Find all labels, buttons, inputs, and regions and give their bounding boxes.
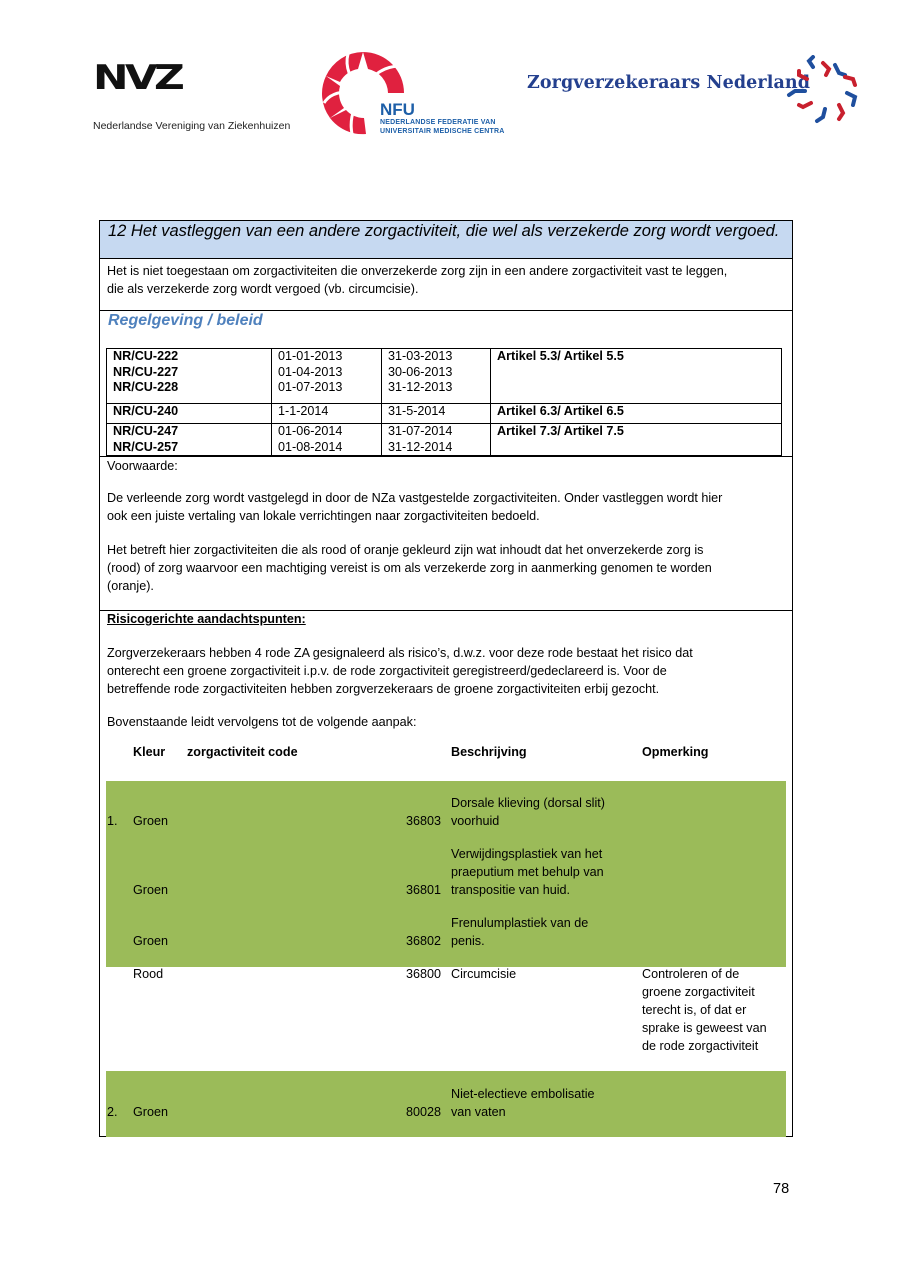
activity-color: Groen <box>133 814 169 828</box>
voorwaarde-paragraph-1: De verleende zorg wordt vastgelegd in door de NZa vastgestelde zorgactiviteiten. Onder vastleggen wordt hier ook een juiste vertaling van lokale verrichtingen naar zorgactiviteiten bedoeld. <box>107 491 723 523</box>
regulation-start-dates: 1-1-2014 <box>272 404 382 424</box>
regelgeving-heading: Regelgeving / beleid <box>108 312 263 329</box>
page-number: 78 <box>773 1181 790 1197</box>
section-title-row <box>100 221 792 259</box>
regulation-start-dates: 01-01-2013 01-04-2013 01-07-2013 <box>272 349 382 404</box>
section-frame <box>99 220 793 1137</box>
activity-remark: Controleren of de groene zorgactiviteit terecht is, of dat er sprake is geweest van de rode zorgactiviteit <box>642 967 767 1053</box>
regulation-codes: NR/CU-240 <box>107 404 272 424</box>
activity-code: 36801 <box>405 883 441 897</box>
risk-section <box>100 611 792 1138</box>
activity-color: Rood <box>133 967 164 981</box>
nvz-logo <box>93 58 313 138</box>
activity-description: Frenulumplastiek van de penis. <box>451 916 589 948</box>
activity-color: Groen <box>133 934 169 948</box>
nfu-logo <box>318 48 518 138</box>
section-title: 12 Het vastleggen van een andere zorgactiviteit, die wel als verzekerde zorg wordt vergoed. <box>108 222 780 240</box>
activity-color: Groen <box>133 1105 169 1119</box>
column-header-kleur: Kleur <box>133 745 166 759</box>
nvz-logo-mark: NVZ <box>93 58 182 98</box>
regulations-table <box>106 348 782 456</box>
nvz-logo-subtitle: Nederlandse Vereniging van Ziekenhuizen <box>93 120 291 132</box>
activity-index: 1. <box>107 814 118 828</box>
regulation-articles: Artikel 7.3/ Artikel 7.5 <box>491 424 782 456</box>
zn-logo-text: Zorgverzekeraars Nederland <box>527 73 811 93</box>
nfu-logo-subtitle <box>380 118 504 136</box>
activity-description: Verwijdingsplastiek van het praeputium met behulp van transpositie van huid. <box>451 847 604 897</box>
activity-color: Groen <box>133 883 169 897</box>
voorwaarde-paragraph-2: Het betreft hier zorgactiviteiten die als rood of oranje gekleurd zijn wat inhoudt dat het onverzekerde zorg is (rood) of zorg waarvoor een machtiging vereist is om als verzekerde zorg in aanmerking genomen te worden (oranje). <box>107 543 712 593</box>
intro-row <box>100 259 792 311</box>
column-header-beschrijving: Beschrijving <box>451 745 527 759</box>
regulation-end-dates: 31-03-2013 30-06-2013 31-12-2013 <box>382 349 491 404</box>
figures-wreath-icon <box>783 55 865 125</box>
regulation-articles: Artikel 5.3/ Artikel 5.5 <box>491 349 782 404</box>
column-header-opmerking: Opmerking <box>642 745 709 759</box>
regulation-articles: Artikel 6.3/ Artikel 6.5 <box>491 404 782 424</box>
activity-code: 80028 <box>405 1105 441 1119</box>
intro-line: die als verzekerde zorg wordt vergoed (vb. circumcisie). <box>107 282 419 296</box>
risk-paragraph-2: Bovenstaande leidt vervolgens tot de volgende aanpak: <box>107 715 417 729</box>
voorwaarde-label: Voorwaarde: <box>107 459 178 473</box>
intro-text <box>107 262 787 298</box>
green-row-group <box>106 781 786 967</box>
activity-index: 2. <box>107 1105 118 1119</box>
voorwaarde-section <box>100 457 792 611</box>
nfu-subtitle-line2: UNIVERSITAIR MEDISCHE CENTRA <box>380 128 505 135</box>
nfu-subtitle-line1: NEDERLANDSE FEDERATIE VAN <box>380 119 496 126</box>
activity-code: 36803 <box>405 814 441 828</box>
intro-line: Het is niet toegestaan om zorgactiviteiten die onverzekerde zorg zijn in een andere zorgactiviteit vast te leggen, <box>107 264 728 278</box>
activity-code: 36802 <box>405 934 441 948</box>
risk-paragraph-1: Zorgverzekeraars hebben 4 rode ZA gesignaleerd als risico’s, d.w.z. voor deze rode bestaat het risico dat onterecht een groene zorgactiviteit i.p.v. de rode zorgactiviteit geregistreerd/gedeclareerd is. Voor de betreffende rode zorgactiviteiten hebben zorgverzekeraars de groene zorgactiviteiten erbij gezocht. <box>107 646 693 696</box>
regulation-end-dates: 31-5-2014 <box>382 404 491 424</box>
green-row-group <box>106 1071 786 1137</box>
activity-code: 36800 <box>405 967 441 981</box>
regulation-start-dates: 01-06-2014 01-08-2014 <box>272 424 382 456</box>
activity-description: Dorsale klieving (dorsal slit) voorhuid <box>451 796 605 828</box>
activity-description: Circumcisie <box>451 967 517 981</box>
nfu-logo-mark: NFU <box>380 100 415 119</box>
regulation-codes: NR/CU-247 NR/CU-257 <box>107 424 272 456</box>
column-header-code: zorgactiviteit code <box>187 745 298 759</box>
activity-description: Niet-electieve embolisatie van vaten <box>451 1087 595 1119</box>
table-row <box>107 404 782 424</box>
zorgverzekeraars-nederland-logo <box>527 55 877 135</box>
risk-heading: Risicogerichte aandachtspunten: <box>107 612 306 626</box>
table-row <box>107 349 782 404</box>
table-row <box>107 424 782 456</box>
regulation-end-dates: 31-07-2014 31-12-2014 <box>382 424 491 456</box>
regulation-codes: NR/CU-222 NR/CU-227 NR/CU-228 <box>107 349 272 404</box>
regelgeving-section <box>100 311 792 457</box>
